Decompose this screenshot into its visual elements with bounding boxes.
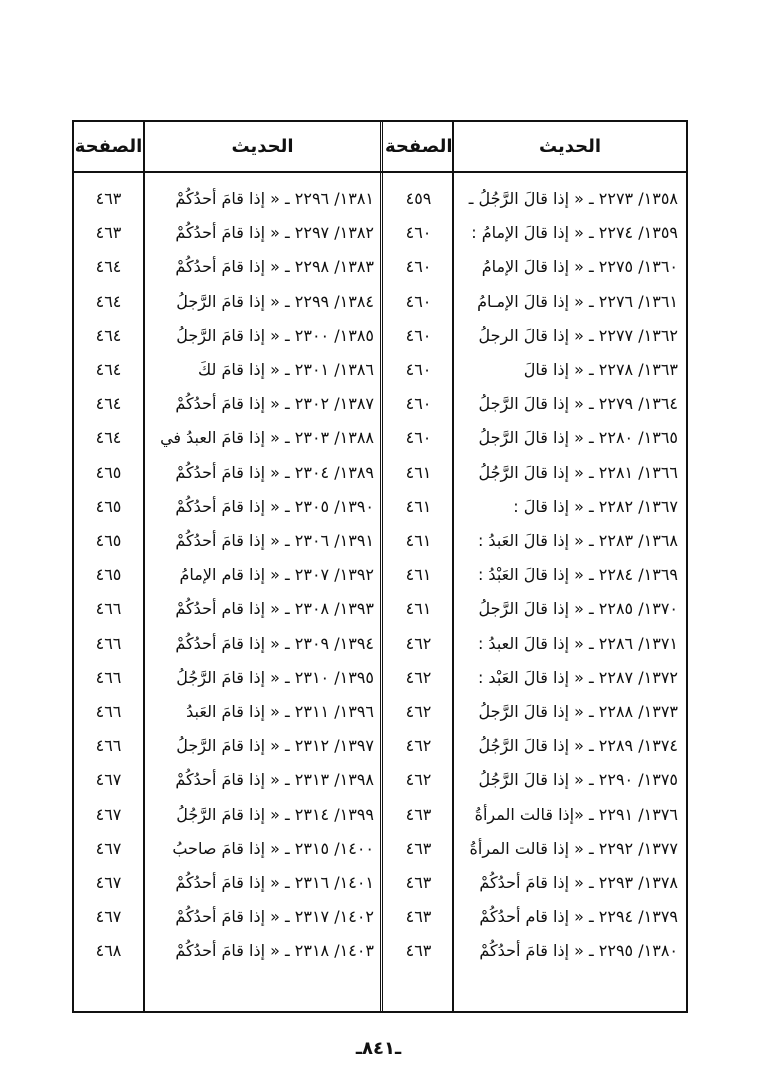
left-hadith-entry: ١٣٩١/ ٢٣٠٦ ـ « إذا قامَ أحدُكُمْ: [175, 531, 374, 550]
right-page-number: ٤٦٢: [405, 736, 432, 756]
left-page-number: ٤٦٤: [95, 257, 122, 277]
table-row: [74, 423, 686, 457]
left-page-number: ٤٦٥: [95, 531, 122, 550]
right-page-number: ٤٦٣: [405, 873, 432, 892]
left-page-number: ٤٦٦: [95, 736, 122, 756]
right-hadith-entry: ١٣٦٥/ ٢٢٨٠ ـ « إذا قالَ الرَّجلُ: [478, 428, 678, 448]
table-row: [74, 663, 686, 697]
right-hadith-entry: ١٣٧٤/ ٢٢٨٩ ـ « إذا قالَ الرَّجُلُ: [478, 736, 678, 756]
left-page-number: ٤٦٤: [95, 325, 122, 345]
left-page-number: ٤٦٦: [95, 667, 122, 687]
right-page-number: ٤٦٣: [405, 907, 432, 927]
left-page-number: ٤٦٤: [95, 394, 122, 414]
left-hadith-entry: ١٤٠٢/ ٢٣١٧ ـ « إذا قامَ أحدُكُمْ: [175, 907, 374, 927]
left-page-number: ٤٦٣: [95, 189, 122, 208]
right-hadith-entry: ١٣٧٩/ ٢٢٩٤ ـ « إذا قام أحدُكُمْ: [479, 907, 678, 927]
left-page-number: ٤٦٧: [95, 770, 122, 790]
right-page-number: ٤٦٠: [405, 257, 432, 277]
header-right-page: الصفحة: [385, 136, 453, 157]
header-divider: [74, 171, 686, 173]
right-hadith-entry: ١٣٦٢/ ٢٢٧٧ ـ « إذا قالَ الرجلُ: [478, 325, 678, 345]
right-page-number: ٤٥٩: [405, 189, 432, 208]
table-row: [74, 355, 686, 389]
table-row: [74, 287, 686, 321]
header-left-hadith: الحديث: [231, 136, 294, 157]
right-hadith-entry: ١٣٦٧/ ٢٢٨٢ ـ « إذا قالَ :: [513, 496, 678, 516]
right-hadith-entry: ١٣٦٨/ ٢٢٨٣ ـ « إذا قالَ العَبدُ :: [477, 531, 678, 550]
left-page-number: ٤٦٤: [95, 360, 122, 379]
table-row: [74, 902, 686, 936]
left-page-number: ٤٦٥: [95, 565, 122, 585]
table-row: [74, 697, 686, 731]
left-hadith-entry: ١٣٨١/ ٢٢٩٦ ـ « إذا قامَ أحدُكُمْ: [175, 189, 374, 208]
left-hadith-entry: ١٣٨٧/ ٢٣٠٢ ـ « إذا قامَ أحدُكُمْ: [175, 394, 374, 414]
left-hadith-entry: ١٣٨٥/ ٢٣٠٠ ـ « إذا قامَ الرَّجلُ: [176, 325, 374, 345]
left-page-number: ٤٦٧: [95, 873, 122, 892]
right-hadith-entry: ١٣٧٧/ ٢٢٩٢ ـ « إذا قالت المرأةُ: [469, 838, 678, 858]
left-hadith-entry: ١٤٠٠/ ٢٣١٥ ـ « إذا قامَ صاحبُ: [172, 838, 374, 858]
left-page-number: ٤٦٦: [95, 702, 122, 721]
table-row: [74, 526, 686, 560]
right-page-number: ٤٦١: [405, 531, 432, 550]
table-row: [74, 492, 686, 526]
right-page-number: ٤٦٠: [405, 291, 432, 311]
table-row: [74, 629, 686, 663]
left-page-number: ٤٦٤: [95, 291, 122, 311]
right-page-number: ٤٦١: [405, 599, 432, 619]
table-row: [74, 218, 686, 252]
left-hadith-entry: ١٣٨٣/ ٢٢٩٨ ـ « إذا قامَ أحدُكُمْ: [175, 257, 374, 277]
right-page-number: ٤٦٢: [405, 633, 432, 653]
header-left-page: الصفحة: [74, 136, 143, 157]
right-page-number: ٤٦٠: [405, 394, 432, 414]
index-table: [72, 120, 688, 1013]
right-hadith-entry: ١٣٦٦/ ٢٢٨١ ـ « إذا قالَ الرَّجُلُ: [478, 462, 678, 482]
right-hadith-entry: ١٣٧١/ ٢٢٨٦ ـ « إذا قالَ العبدُ :: [477, 633, 678, 653]
right-page-number: ٤٦٠: [405, 223, 432, 243]
right-hadith-entry: ١٣٦٤/ ٢٢٧٩ ـ « إذا قالَ الرَّجلُ: [478, 394, 678, 414]
right-hadith-entry: ١٣٥٨/ ٢٢٧٣ ـ « إذا قالَ الرَّجُلُ ـ: [468, 189, 678, 208]
left-hadith-entry: ١٣٨٩/ ٢٣٠٤ ـ « إذا قامَ أحدُكُمْ: [175, 462, 374, 482]
right-hadith-entry: ١٣٧٠/ ٢٢٨٥ ـ « إذا قالَ الرَّجلُ: [478, 599, 678, 619]
left-hadith-entry: ١٣٩٥/ ٢٣١٠ ـ « إذا قامَ الرَّجُلُ: [176, 667, 374, 687]
left-page-number: ٤٦٧: [95, 838, 122, 858]
left-hadith-entry: ١٣٨٤/ ٢٢٩٩ ـ « إذا قامَ الرَّجلُ: [176, 291, 374, 311]
left-hadith-entry: ١٤٠٣/ ٢٣١٨ ـ « إذا قامَ أحدُكُمْ: [175, 941, 374, 961]
table-row: [74, 252, 686, 286]
left-hadith-entry: ١٣٩٨/ ٢٣١٣ ـ « إذا قامَ أحدُكُمْ: [175, 770, 374, 790]
right-page-number: ٤٦٠: [405, 325, 432, 345]
right-page-number: ٤٦٣: [405, 804, 432, 824]
right-page-number: ٤٦٣: [405, 838, 432, 858]
table-row: [74, 594, 686, 628]
left-hadith-entry: ١٣٩٤/ ٢٣٠٩ ـ « إذا قامَ أحدُكُمْ: [175, 633, 374, 653]
table-row: [74, 731, 686, 765]
table-row: [74, 458, 686, 492]
right-page-number: ٤٦٢: [405, 667, 432, 687]
header-right-hadith: الحديث: [538, 136, 602, 157]
left-page-number: ٤٦٨: [95, 941, 122, 961]
table-row: [74, 868, 686, 902]
right-page-number: ٤٦١: [405, 462, 432, 482]
table-row: [74, 834, 686, 868]
left-hadith-entry: ١٣٩٠/ ٢٣٠٥ ـ « إذا قامَ أحدُكُمْ: [175, 496, 374, 516]
table-row: [74, 321, 686, 355]
left-hadith-entry: ١٣٩٦/ ٢٣١١ ـ « إذا قامَ العَبدُ: [186, 702, 374, 721]
table-row: [74, 560, 686, 594]
right-hadith-entry: ١٣٦١/ ٢٢٧٦ ـ « إذا قالَ الإمـامُ: [477, 291, 678, 311]
right-hadith-entry: ١٣٥٩/ ٢٢٧٤ ـ « إذا قالَ الإمامُ :: [471, 223, 678, 243]
left-hadith-entry: ١٣٩٣/ ٢٣٠٨ ـ « إذا قام أحدُكُمْ: [175, 599, 374, 619]
page-number: ـ٨٤١ـ: [355, 1038, 402, 1059]
left-page-number: ٤٦٤: [95, 428, 122, 448]
table-row: [74, 765, 686, 799]
right-page-number: ٤٦١: [405, 496, 432, 516]
left-hadith-entry: ١٣٨٨/ ٢٣٠٣ ـ « إذا قامَ العبدُ في: [160, 428, 374, 448]
table-row: [74, 800, 686, 834]
table-row: [74, 389, 686, 423]
left-page-number: ٤٦٧: [95, 907, 122, 927]
right-hadith-entry: ١٣٧٣/ ٢٢٨٨ ـ « إذا قالَ الرَّجلُ: [478, 702, 678, 721]
left-page-number: ٤٦٦: [95, 599, 122, 619]
left-hadith-entry: ١٣٩٧/ ٢٣١٢ ـ « إذا قامَ الرَّجلُ: [176, 736, 374, 756]
left-hadith-entry: ١٣٨٢/ ٢٢٩٧ ـ « إذا قامَ أحدُكُمْ: [175, 223, 374, 243]
right-page-number: ٤٦١: [405, 565, 432, 585]
left-page-number: ٤٦٥: [95, 496, 122, 516]
left-hadith-entry: ١٣٨٦/ ٢٣٠١ ـ « إذا قامَ لكَ: [198, 360, 374, 379]
right-page-number: ٤٦٢: [405, 702, 432, 721]
left-page-number: ٤٦٣: [95, 223, 122, 243]
right-hadith-entry: ١٣٧٥/ ٢٢٩٠ ـ « إذا قالَ الرَّجُلُ: [478, 770, 678, 790]
left-page-number: ٤٦٧: [95, 804, 122, 824]
left-hadith-entry: ١٣٩٢/ ٢٣٠٧ ـ « إذا قام الإمامُ: [179, 565, 374, 585]
right-page-number: ٤٦٣: [405, 941, 432, 961]
right-hadith-entry: ١٣٦٠/ ٢٢٧٥ ـ « إذا قالَ الإمامُ: [481, 257, 678, 277]
left-page-number: ٤٦٦: [95, 633, 122, 653]
table-row: [74, 184, 686, 218]
right-hadith-entry: ١٣٦٣/ ٢٢٧٨ ـ « إذا قالَ: [523, 360, 678, 379]
right-hadith-entry: ١٣٧٢/ ٢٢٨٧ ـ « إذا قالَ العَبْد :: [477, 667, 678, 687]
left-hadith-entry: ١٤٠١/ ٢٣١٦ ـ « إذا قامَ أحدُكُمْ: [175, 873, 374, 892]
right-hadith-entry: ١٣٦٩/ ٢٢٨٤ ـ « إذا قالَ العَبْدُ :: [477, 565, 678, 585]
right-page-number: ٤٦٢: [405, 770, 432, 790]
right-hadith-entry: ١٣٧٨/ ٢٢٩٣ ـ « إذا قامَ أحدُكُمْ: [479, 873, 678, 892]
right-page-number: ٤٦٠: [405, 428, 432, 448]
right-hadith-entry: ١٣٨٠/ ٢٢٩٥ ـ « إذا قامَ أحدُكُمْ: [479, 941, 678, 961]
left-hadith-entry: ١٣٩٩/ ٢٣١٤ ـ « إذا قامَ الرَّجُلُ: [176, 804, 374, 824]
right-hadith-entry: ١٣٧٦/ ٢٢٩١ ـ «إذا قالت المرأةُ: [474, 804, 678, 824]
left-page-number: ٤٦٥: [95, 462, 122, 482]
right-page-number: ٤٦٠: [405, 360, 432, 379]
table-row: [74, 936, 686, 970]
